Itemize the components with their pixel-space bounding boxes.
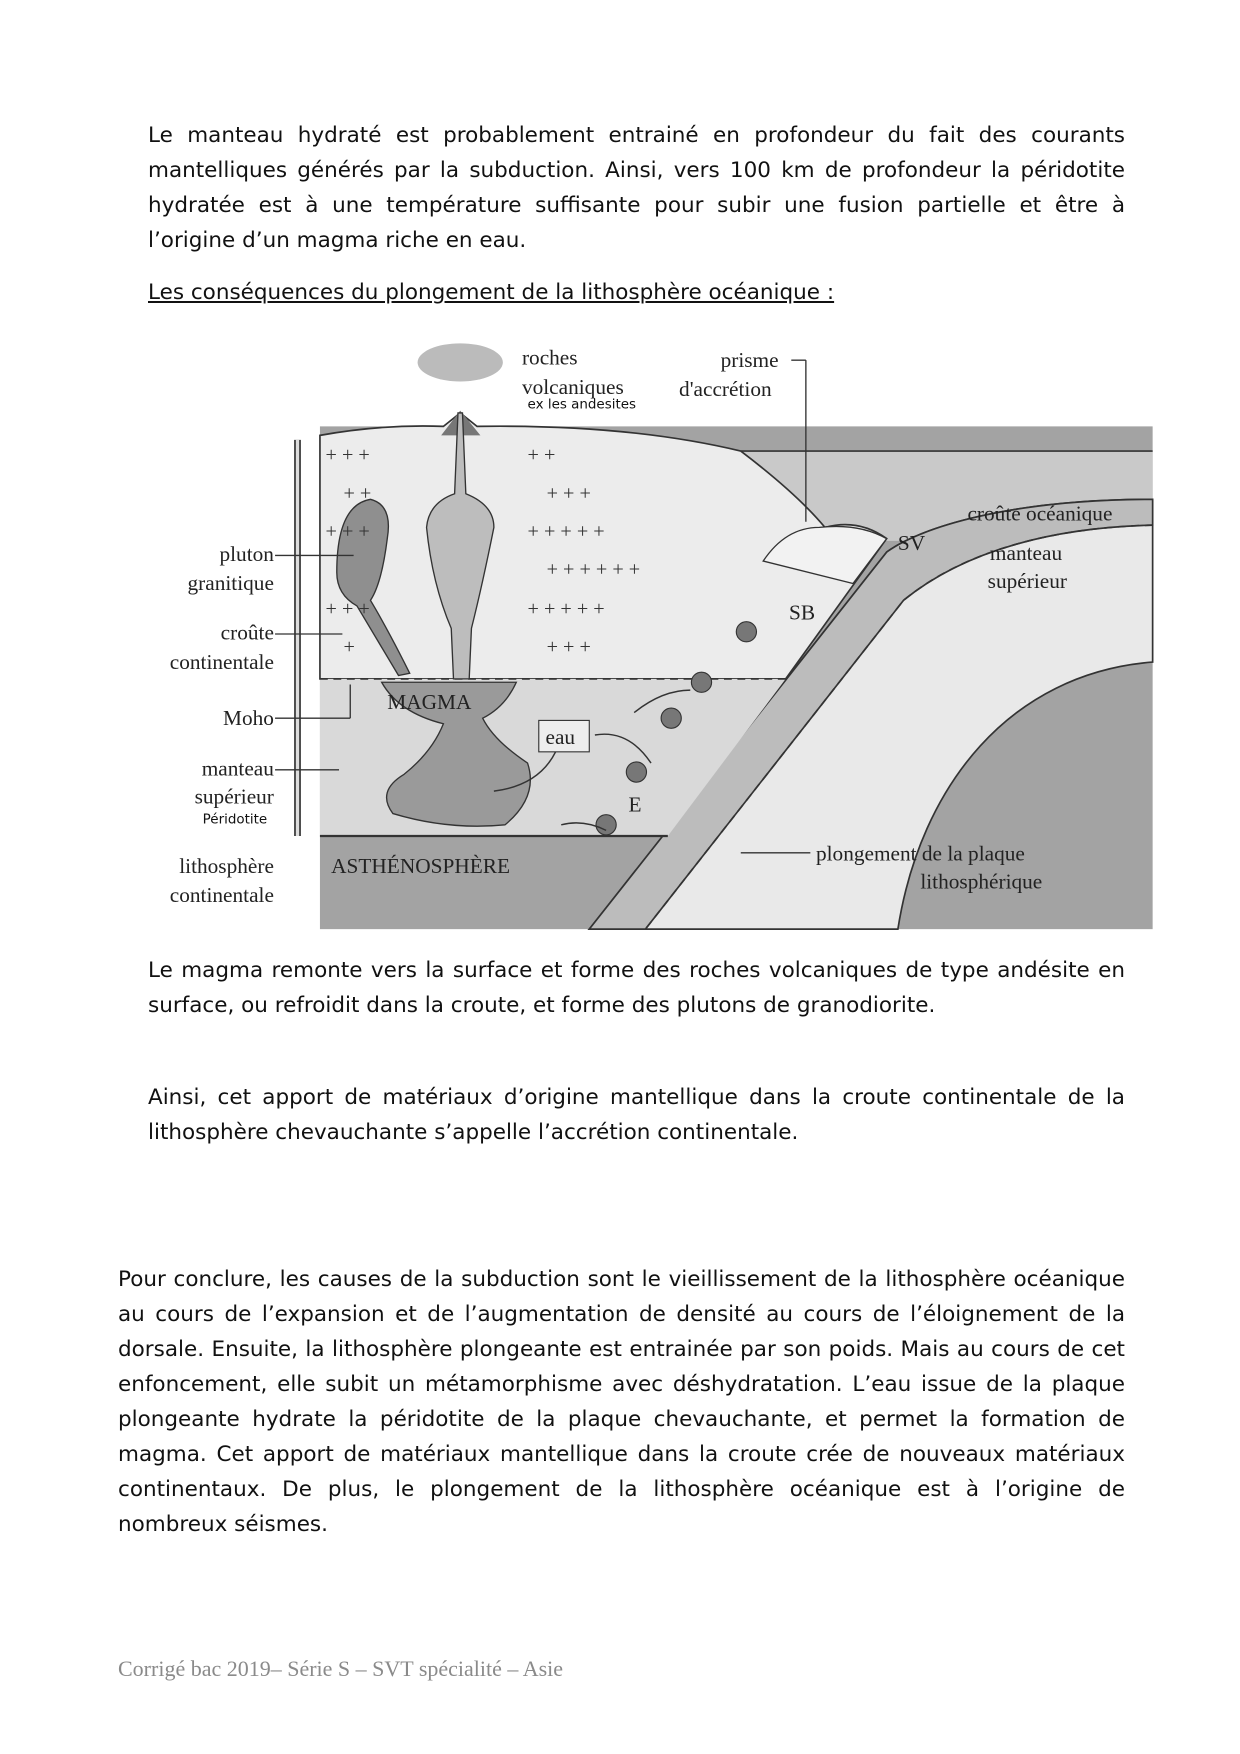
svg-text:+ + +: + + + [325, 597, 370, 620]
svg-text:+ +: + + [343, 482, 372, 505]
svg-text:+ + +: + + + [546, 636, 591, 659]
intro-paragraph: Le manteau hydraté est probablement entrainé en profondeur du fait des courants mantelliques générés par la subduction. Ainsi, vers 100 km de profondeur la péridotite hydratée est à une température suffisante pour subir une fusion partielle et être à l’origine d’un magma riche en eau. [148, 123, 1125, 253]
label-volcaniques: volcaniques [521, 374, 624, 399]
label-manteau-left: manteau [201, 756, 274, 781]
svg-text:+ + +: + + + [325, 520, 370, 543]
svg-text:+ +: + + [527, 444, 556, 467]
eau-label: eau [545, 724, 576, 749]
subduction-diagram [146, 331, 1156, 937]
label-plongement: plongement de la plaque [815, 841, 1025, 866]
label-peridotite: Péridotite [202, 812, 268, 828]
svg-text:+ + + + + +: + + + + + + [546, 558, 641, 581]
label-superieur-left: supérieur [194, 784, 274, 809]
svg-text:+ + + + +: + + + + + [527, 520, 605, 543]
label-lithospherique: lithosphérique [920, 869, 1043, 894]
earthquake-icon [661, 708, 681, 728]
label-granitique: granitique [187, 571, 274, 596]
svg-text:+ + + + +: + + + + + [527, 597, 605, 620]
label-croute: croûte [220, 620, 274, 645]
label-superieur-right: supérieur [987, 568, 1067, 593]
accretion-paragraph: Ainsi, cet apport de matériaux d’origine mantellique dans la croute continentale de la lithosphère chevauchante s’appelle l’accrétion continentale. [148, 1085, 1125, 1145]
label-lithosphere-continentale: continentale [169, 883, 274, 908]
label-sb: SB [789, 600, 816, 625]
svg-text:+ + +: + + + [325, 444, 370, 467]
svg-text:+: + [343, 636, 355, 659]
ash-cloud-icon [418, 343, 503, 381]
label-sv: SV [897, 530, 926, 555]
label-magma: MAGMA [387, 690, 472, 715]
conclusion-paragraph: Pour conclure, les causes de la subduction sont le vieillissement de la lithosphère océanique au cours de l’expansion et de l’augmentation de densité au cours de l’éloignement de la dorsale. Ensuite, la lithosphère plongeante est entrainée par son poids. Mais au cours de cet enfoncement, elle subit un métamorphisme avec déshydratation. L’eau issue de la plaque plongeante hydrate la péridotite de la plaque chevauchante, et permet la formation de magma. Cet apport de matériaux mantellique dans la croute crée de nouveaux matériaux continentaux. De plus, le plongement de la lithosphère océanique est à l’origine de nombreux séismes. [118, 1267, 1125, 1537]
label-croute-oceanique: croûte océanique [967, 501, 1113, 526]
magma-paragraph: Le magma remonte vers la surface et forme des roches volcaniques de type andésite en surface, ou refroidit dans la croute, et forme des plutons de granodiorite. [148, 958, 1125, 1018]
label-roches: roches [521, 345, 578, 370]
label-moho: Moho [223, 705, 274, 730]
earthquake-icon [596, 815, 616, 835]
label-pluton: pluton [219, 542, 274, 567]
label-manteau-right: manteau [989, 540, 1063, 565]
label-prisme: prisme [720, 347, 779, 372]
earthquake-icon [691, 672, 711, 692]
svg-text:+ + +: + + + [546, 482, 591, 505]
label-accretion: d'accrétion [679, 377, 772, 402]
earthquake-icon [626, 762, 646, 782]
page-footer: Corrigé bac 2019– Série S – SVT spécialité – Asie [118, 1656, 564, 1681]
label-asthenosphere: ASTHÉNOSPHÈRE [331, 854, 510, 879]
earthquake-icon [736, 622, 756, 642]
section-heading: Les conséquences du plongement de la lithosphère océanique : [148, 280, 835, 305]
label-e: E [628, 792, 642, 817]
label-lithosphere: lithosphère [179, 854, 274, 879]
label-andesites: ex les andesites [527, 397, 637, 413]
label-continentale: continentale [169, 649, 274, 674]
